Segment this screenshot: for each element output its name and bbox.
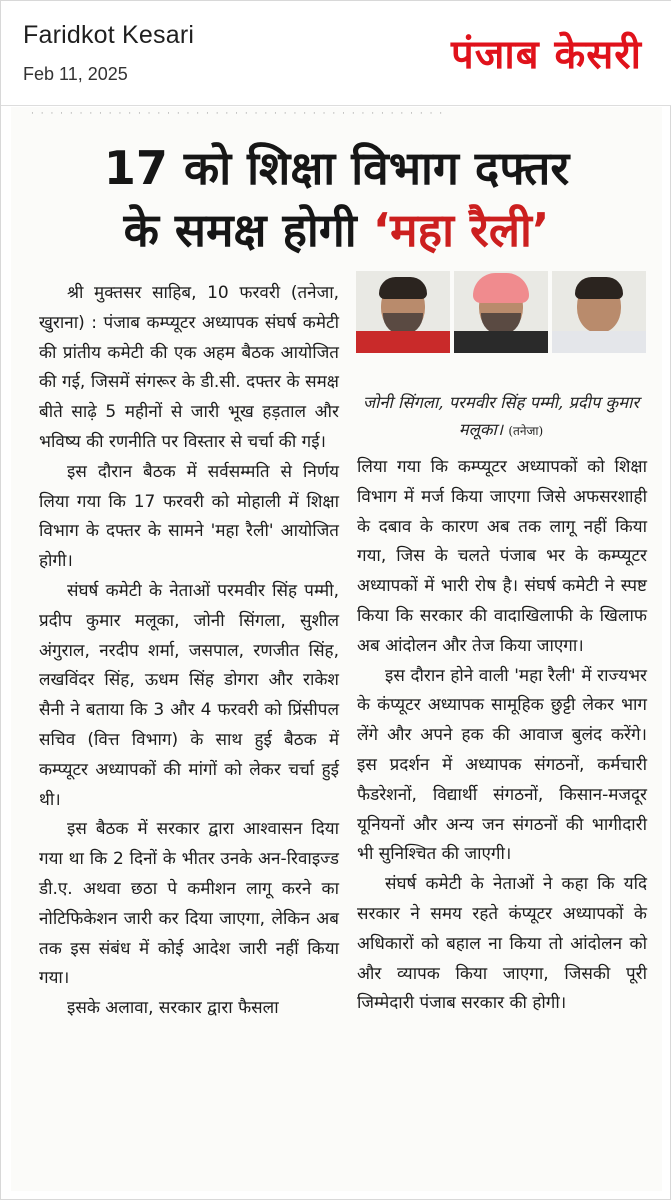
paragraph: इसके अलावा, सरकार द्वारा फैसला bbox=[67, 998, 279, 1019]
paragraph: संघर्ष कमेटी के नेताओं ने कहा कि यदि सरकार ने समय रहते कंप्यूटर अध्यापकों के अधिकारों को बहाल ना किया तो आंदोलन को और व्यापक किया जाएगा, जिसकी पूरी जिम्मेदारी पंजाब सरकार की होगी। bbox=[357, 874, 647, 1014]
article-column-left bbox=[39, 279, 339, 1024]
paragraph: इस दौरान होने वाली 'महा रैली' में राज्यभर के कंप्यूटर अध्यापक सामूहिक छुट्टी लेकर भाग लेंगे और अपने हक की आवाज बुलंद करेंगे। इस प्रदर्शन में अध्यापक संगठनों, कर्मचारी फैडरेशनों, विद्यार्थी संगठनों, किसान-मजदूर यूनियनों और अन्य जन संगठनों की भागीदारी भी सुनिश्चित की जाएगी। bbox=[357, 665, 647, 865]
person-shirt bbox=[552, 331, 646, 353]
person-photo bbox=[356, 271, 450, 353]
photo-strip bbox=[356, 271, 646, 353]
person-hair bbox=[575, 277, 623, 299]
edition-name: Faridkot Kesari bbox=[23, 21, 195, 49]
person-photo bbox=[552, 271, 646, 353]
paragraph: लिया गया कि कम्प्यूटर अध्यापकों को शिक्षा विभाग में मर्ज किया जाएगा जिसे अफसरशाही के दबाव के कारण अब तक लागू नहीं किया गया, जिस के चलते पंजाब भर के कम्प्यूटर अध्यापकों में भारी रोष है। संघर्ष कमेटी ने स्पष्ट किया कि सरकार की वादाखिलाफी के खिलाफ अब आंदोलन और तेज किया जाएगा। bbox=[357, 457, 647, 656]
paragraph: संघर्ष कमेटी के नेताओं परमवीर सिंह पम्मी, प्रदीप कुमार मलूका, जोनी सिंगला, सुशील अंगुराल, नरदीप शर्मा, जसपाल, रणजीत सिंह, लखविंदर सिंह, ऊधम सिंह डोगरा और राकेश सैनी ने बताया कि 3 और 4 फरवरी को प्रिंसीपल सचिव (वित्त विभाग) के साथ हुई बैठक में कम्प्यूटर अध्यापकों की मांगों को लेकर चर्चा हुई थी। bbox=[39, 580, 339, 810]
header-bar bbox=[1, 1, 671, 106]
article-headline bbox=[11, 137, 662, 261]
paragraph: इस बैठक में सरकार द्वारा आश्वासन दिया गया था कि 2 दिनों के भीतर उनके अन-रिवाइज्ड डी.ए. अथवा छठा पे कमीशन लागू करने का नोटिफिकेशन जारी कर दिया जाएगा, लेकिन अब तक इस संबंध में कोई आदेश जारी नहीं किया गया। bbox=[39, 819, 339, 989]
cut-off-text-line: · · · · · · · · · · · · · · · · · · · · · · · · · · · · · · · · · · · · · · · · · · · bbox=[31, 109, 445, 119]
headline-line-1: 17 को शिक्षा विभाग दफ्तर bbox=[103, 141, 570, 195]
publish-date: Feb 11, 2025 bbox=[23, 64, 128, 84]
newspaper-clipping bbox=[11, 107, 662, 1191]
person-shirt bbox=[454, 331, 548, 353]
person-photo bbox=[454, 271, 548, 353]
person-shirt bbox=[356, 331, 450, 353]
person-hair bbox=[379, 277, 427, 299]
photo-credit: (तनेजा) bbox=[508, 424, 544, 438]
headline-accent: ‘महा रैली’ bbox=[372, 203, 550, 257]
paragraph: श्री मुक्तसर साहिब, 10 फरवरी (तनेजा, खुराना) : पंजाब कम्प्यूटर अध्यापक संघर्ष कमेटी की प्रांतीय कमेटी की एक अहम बैठक आयोजित की गई, जिसमें संगरूर के डी.सी. दफ्तर के समक्ष बीते साढ़े 5 महीनों से जारी भूख हड़ताल और भविष्य की रणनीति पर विस्तार से चर्चा की गई। bbox=[39, 283, 339, 452]
photo-caption bbox=[356, 389, 646, 445]
brand-logo: पंजाब केसरी bbox=[450, 32, 642, 78]
photo-caption-text: जोनी सिंगला, परमवीर सिंह पम्मी, प्रदीप कुमार मलूका। bbox=[362, 393, 640, 439]
headline-line-2-text: के समक्ष होगी bbox=[123, 203, 373, 257]
headline-line-2 bbox=[11, 199, 662, 261]
article-column-right bbox=[357, 453, 647, 1019]
paragraph: इस दौरान बैठक में सर्वसम्मति से निर्णय लिया गया कि 17 फरवरी को मोहाली में शिक्षा विभाग के दफ्तर के सामने 'महा रैली' आयोजित होगी। bbox=[39, 461, 339, 572]
person-turban bbox=[473, 273, 529, 303]
